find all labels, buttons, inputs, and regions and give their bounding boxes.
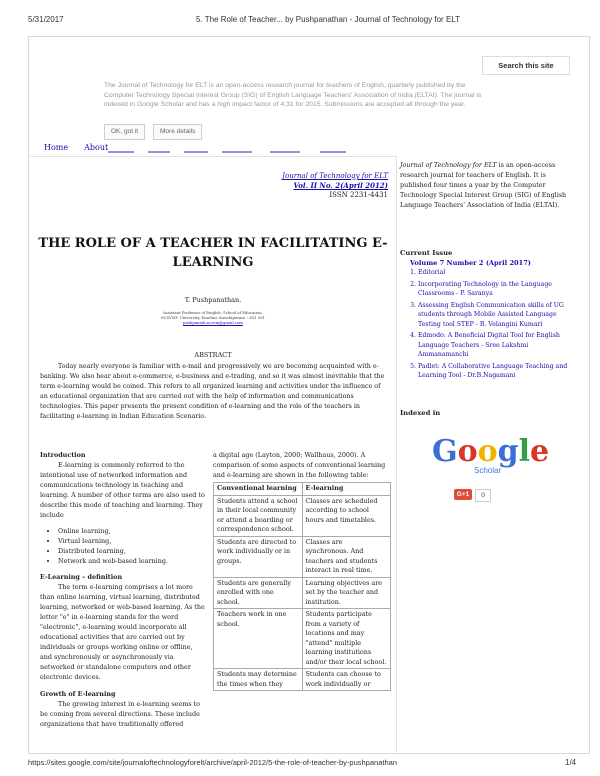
current-issue-heading: Current Issue xyxy=(400,249,453,257)
nav-hidden-item xyxy=(184,151,208,153)
definition-heading: E-Learning – definition xyxy=(40,573,123,581)
sidebar-divider xyxy=(396,156,397,752)
print-url: https://sites.google.com/site/journaloftechnologyforelt/archive/april-2012/5-the-role-of-teacher-by-pushpanathan xyxy=(28,758,397,767)
table-cell: Students attend a school in their local community or attend a boarding or correspondence school. xyxy=(214,495,303,536)
article-title: THE ROLE OF A TEACHER IN FACILITATING E-LEARNING xyxy=(38,236,388,270)
journal-name-link[interactable]: Journal of Technology for ELT xyxy=(282,172,388,180)
google-scholar-logo[interactable] xyxy=(430,427,550,477)
table-row xyxy=(214,577,391,609)
sidebar-current-issue xyxy=(400,248,570,383)
nav-about[interactable]: About xyxy=(84,143,109,152)
author-affiliation xyxy=(30,310,396,325)
list-item: • Distributed learning, xyxy=(58,546,205,556)
table-cell: Learning objectives are set by the teacher and institution. xyxy=(302,577,391,609)
growth-text: The growing interest in e-learning seems to be coming from several directions. These include organizations that have traditionally offered xyxy=(40,700,201,728)
nav-home[interactable]: Home xyxy=(44,143,69,152)
table-cell: Students participate from a variety of locations and may "attend" multiple learning institutions and/or their local school. xyxy=(302,609,391,669)
table-row xyxy=(214,609,391,669)
divider xyxy=(30,156,396,157)
issue-item-link[interactable]: 4. Edmodo: A Beneficial Digital Tool for English Language Teachers - Sree Lakshmi Ammanamanchi xyxy=(418,331,570,360)
table-row xyxy=(214,495,391,536)
list-item: • Network and web-based learning. xyxy=(58,556,205,566)
table-cell: Teachers work in one school. xyxy=(214,609,303,669)
google-plus-button[interactable]: G+1 xyxy=(454,489,472,500)
list-item: • Virtual learning, xyxy=(58,536,205,546)
intro-text: E-learning is commonly referred to the intentional use of networked information and communications technology in teaching and learning. A number of other terms are also used to describe this mode of teaching and learning. They include xyxy=(40,461,205,519)
column-2-intro: a digital age (Layton, 2000; Wallhaus, 2000). A comparison of some aspects of conventional learning and e-learning are shown in the following table: xyxy=(213,451,386,479)
table-cell: Students are directed to work individually or in groups. xyxy=(214,536,303,577)
list-item: • Online learning, xyxy=(58,526,205,536)
intro-heading: Introduction xyxy=(40,451,86,459)
table-cell: Classes are scheduled according to school hours and timetables. xyxy=(302,495,391,536)
cookie-ok-button[interactable]: OK, got it xyxy=(104,124,145,140)
sidebar-about xyxy=(400,160,570,210)
article-author: T. Pushpanathan. xyxy=(184,296,242,304)
journal-volume-link[interactable]: Vol. II No. 2(April 2012) xyxy=(293,181,388,190)
scholar-text: Scholar xyxy=(474,466,502,475)
comparison-table xyxy=(213,482,391,691)
article-column-1 xyxy=(40,450,205,729)
table-cell: Classes are synchronous. And teachers and students interact in real time. xyxy=(302,536,391,577)
issue-item-link[interactable]: 1. Editorial xyxy=(418,268,570,278)
nav-hidden-item xyxy=(148,151,170,153)
table-cell: Students may determine the times when they xyxy=(214,669,303,691)
issue-list xyxy=(400,268,570,381)
indexed-heading: Indexed in xyxy=(400,409,441,417)
table-cell: Students are generally enrolled with one school. xyxy=(214,577,303,609)
table-cell: Students can choose to work individually or xyxy=(302,669,391,691)
affiliation-line-1: Assistant Professor of English, School of Education, xyxy=(163,310,263,315)
journal-issn: ISSN 2231-4431 xyxy=(329,191,388,199)
print-date: 5/31/2017 xyxy=(28,15,64,24)
definition-text: The term e-learning comprises a lot more than online learning, virtual learning, distributed learning, networked or web-based learning. As the letter "e" in e-learning stands for the word "electronic", e-learning would incorporate all educational activities that are carried out by individuals or groups working online or offline, and synchronously or asynchronously via networked or standalone computers and other electronic devices. xyxy=(40,583,205,681)
issue-item-link[interactable]: 2. Incorporating Technology in the Language Classrooms - P. Saranya xyxy=(418,280,570,299)
sidebar-indexed xyxy=(400,408,570,418)
abstract-heading: ABSTRACT xyxy=(194,351,232,359)
current-issue-volume-link[interactable]: Volume 7 Number 2 (April 2017) xyxy=(410,259,531,267)
print-page-number: 1/4 xyxy=(565,758,577,767)
cookie-more-details-button[interactable]: More details xyxy=(153,124,202,140)
nav-hidden-item xyxy=(270,151,300,153)
google-plus-count: 0 xyxy=(475,489,491,502)
table-header: E-learning xyxy=(302,483,391,496)
table-header: Conventional learning xyxy=(214,483,303,496)
sidebar-about-text: Journal of Technology for ELT is an open-access research journal for teachers of English. It is published four times a year by the Computer Technology Special Interest Group (SIG) of English Language Teachers' Association of India (ELTAI). xyxy=(400,161,567,209)
cookie-notice: The Journal of Technology for ELT is an open-access research journal for teachers of English, quarterly published by the Computer Technology Special Interest Group (SIG) of English Language Teachers' Association of India (ELTAI). The journal is indexed in Google Scholar and has a high impact factor of 4.31 for 2015. Submissions are accepted all through the year. xyxy=(104,82,482,108)
table-row xyxy=(214,669,391,691)
growth-heading: Growth of E-learning xyxy=(40,690,116,698)
intro-list xyxy=(40,526,205,566)
google-logo-text: Google xyxy=(432,434,550,469)
nav-hidden-item xyxy=(222,151,252,153)
print-page-title: 5. The Role of Teacher... by Pushpanathan - Journal of Technology for ELT xyxy=(196,15,461,24)
author-email[interactable]: pushpanath.ncerm@gmail.com xyxy=(183,320,243,325)
nav-hidden-item xyxy=(320,151,346,153)
affiliation-line-2: SCSVMV University, Enathur, Kanchipuram – 631 561 xyxy=(160,315,266,320)
issue-item-link[interactable]: 5. Padlet: A Collaborative Language Teaching and Learning Tool - Dr.B.Nagamani xyxy=(418,362,570,381)
abstract-text: Today nearly everyone is familiar with e-mail and progressively we are becoming acquainted with e-banking. We also hear about e-commerce, e-business and e-trading, and so it was almost inevitable that the term e-learning would be coined. This refers to all organized learning and activities under the influence of an educational organization that are carried out with the help of information and communications technologies. This paper presents the present condition of e-learning and the role of the teachers in facilitating e-learning in Indian Education Scenario. xyxy=(40,363,385,420)
table-row xyxy=(214,536,391,577)
issue-item-link[interactable]: 3. Assessing English Communication skills of UG students through Mobile Assisted Language Testing tool STEP - B. Velangini Kumari xyxy=(418,301,570,330)
nav-hidden-item xyxy=(108,151,134,153)
journal-reference xyxy=(282,172,388,200)
search-button[interactable]: Search this site xyxy=(482,56,570,75)
